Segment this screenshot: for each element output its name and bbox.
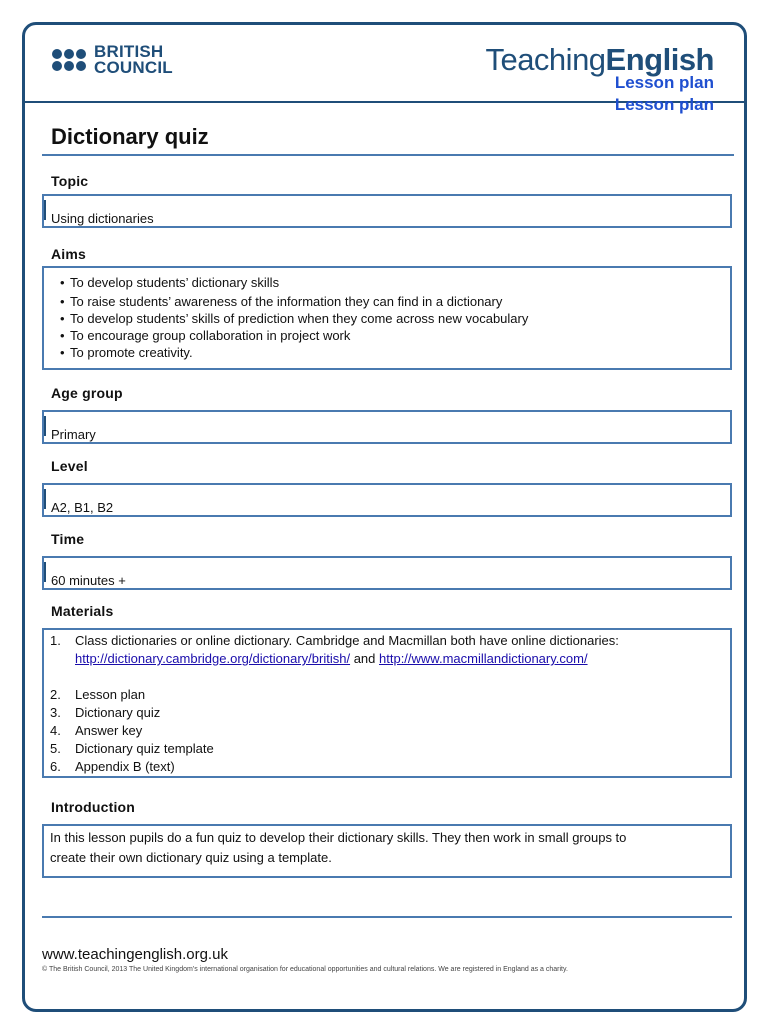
te-bold: English <box>605 42 714 77</box>
footer-website-link[interactable]: www.teachingenglish.org.uk <box>42 946 228 963</box>
aims-box <box>42 266 732 370</box>
material-item <box>50 704 722 722</box>
level-value: A2, B1, B2 <box>51 500 114 515</box>
british-council-logo <box>52 44 173 76</box>
introduction-text <box>44 826 730 868</box>
time-box <box>42 556 732 590</box>
introduction-box <box>42 824 732 878</box>
material-text <box>75 632 619 668</box>
teaching-english-logo <box>485 44 714 116</box>
material-number: 6. <box>50 759 61 774</box>
material-number: 3. <box>50 705 61 720</box>
materials-list <box>44 630 730 776</box>
age-group-box <box>42 410 732 444</box>
materials-box <box>42 628 732 778</box>
material-item <box>50 722 722 740</box>
footer-divider <box>42 916 732 918</box>
material-number: 5. <box>50 741 61 756</box>
aim-item: • To raise students’ awareness of the information they can find in a dictionary <box>60 293 720 310</box>
aims-label: Aims <box>51 246 87 262</box>
material-number: 1. <box>50 633 61 648</box>
lesson-plan-label: Lesson plan <box>614 73 714 92</box>
material-description: Class dictionaries or online dictionary. Cambridge and Macmillan both have online dictionaries: <box>75 633 619 648</box>
material-number: 4. <box>50 723 61 738</box>
materials-label: Materials <box>51 603 114 619</box>
footer-copyright: © The British Council, 2013 The United Kingdom’s international organisation for educational opportunities and cultural relations. We are registered in England as a charity. <box>42 966 568 973</box>
aims-list <box>44 268 730 361</box>
level-label: Level <box>51 458 88 474</box>
introduction-line: create their own dictionary quiz using a template. <box>50 850 332 865</box>
aim-item: • To develop students’ skills of prediction when they come across new vocabulary <box>60 310 720 327</box>
age-group-label: Age group <box>51 385 123 401</box>
aim-item: • To encourage group collaboration in project work <box>60 327 720 344</box>
british-council-wordmark <box>94 44 173 76</box>
document-title: Dictionary quiz <box>51 124 209 149</box>
link-conjunction: and <box>353 651 376 666</box>
material-text: Appendix B (text) <box>75 759 175 774</box>
aim-item: • To develop students’ dictionary skills <box>60 274 720 291</box>
material-text: Dictionary quiz template <box>75 741 214 756</box>
material-item <box>50 758 722 776</box>
level-box <box>42 483 732 517</box>
cambridge-dictionary-link[interactable]: http://dictionary.cambridge.org/dictionary/british/ <box>75 651 351 666</box>
material-item <box>50 740 722 758</box>
lesson-plan-label-duplicate: Lesson plan <box>614 95 714 114</box>
bc-line-2: COUNCIL <box>94 58 173 77</box>
introduction-label: Introduction <box>51 799 136 815</box>
age-group-value: Primary <box>51 427 96 442</box>
te-light: Teaching <box>485 42 606 77</box>
time-value: 60 minutes + <box>51 573 126 588</box>
bc-line-1: BRITISH <box>94 42 164 61</box>
material-text: Answer key <box>75 723 143 738</box>
aim-item: • To promote creativity. <box>60 344 720 361</box>
material-item <box>50 632 722 668</box>
british-council-dots-icon <box>52 49 86 71</box>
topic-value: Using dictionaries <box>51 211 154 226</box>
topic-label: Topic <box>51 173 89 189</box>
material-text: Lesson plan <box>75 687 146 702</box>
macmillan-dictionary-link[interactable]: http://www.macmillandictionary.com/ <box>379 651 588 666</box>
title-divider <box>42 154 734 156</box>
material-number: 2. <box>50 687 61 702</box>
material-item <box>50 686 722 704</box>
time-label: Time <box>51 531 85 547</box>
introduction-line: In this lesson pupils do a fun quiz to develop their dictionary skills. They then work in small groups to <box>50 830 627 845</box>
material-text: Dictionary quiz <box>75 705 161 720</box>
topic-box <box>42 194 732 228</box>
